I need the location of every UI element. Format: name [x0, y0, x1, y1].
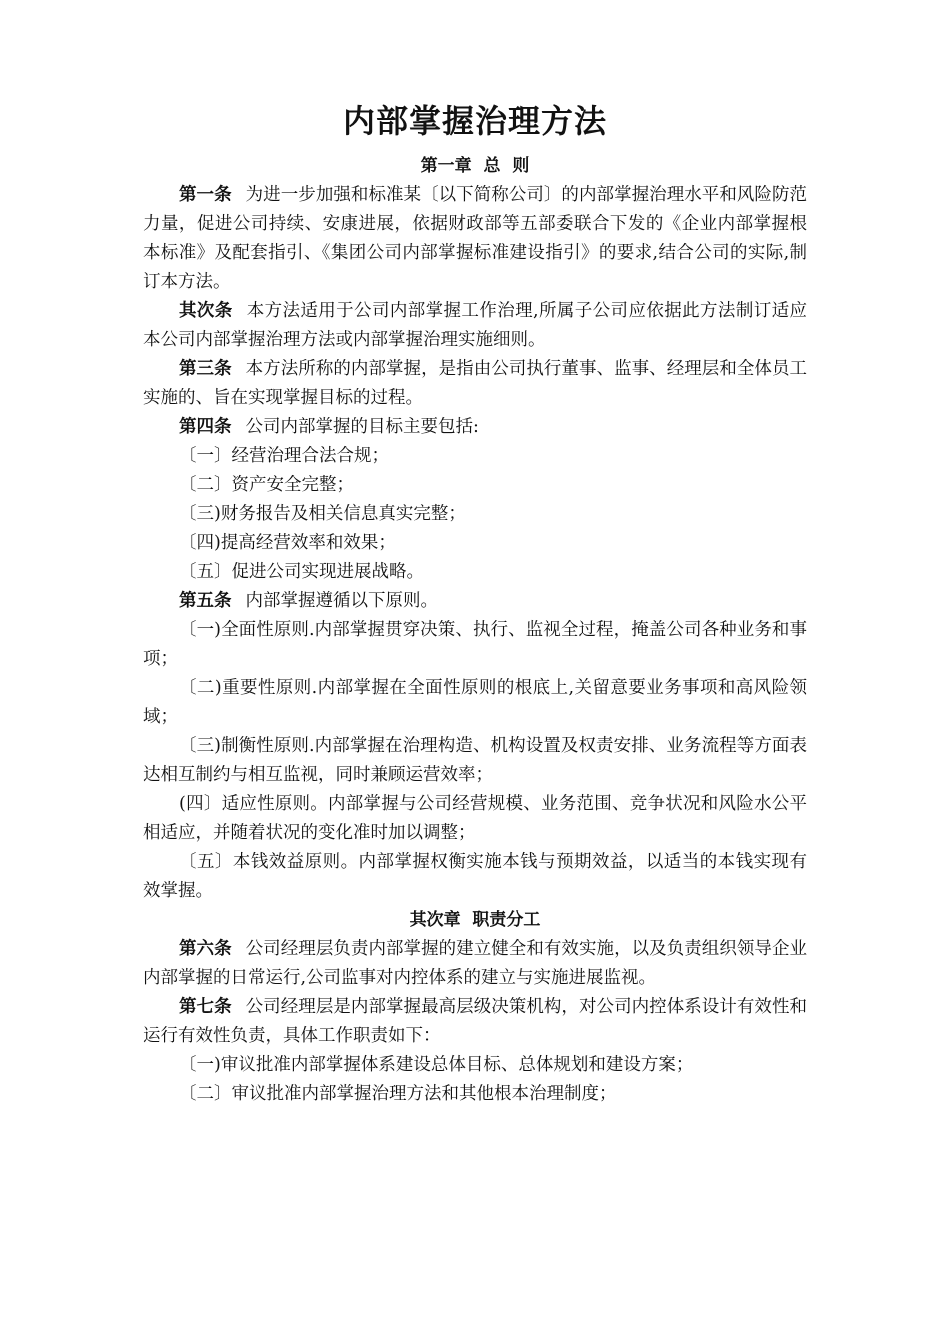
article-text: 公司经理层负责内部掌握的建立健全和有效实施，以及负责组织领导企业内部掌握的日常运行,公司监事对内控体系的建立与实施进展监视。 [143, 939, 808, 988]
article-4 [143, 413, 807, 442]
chapter-2-heading: 其次章 职责分工 [409, 910, 541, 930]
list-item: 〔一)审议批准内部掌握体系建设总体目标、总体规划和建设方案； [179, 1055, 694, 1075]
document-title: 内部掌握治理方法 [342, 102, 607, 140]
list-item: 〔三)财务报告及相关信息真实完整； [179, 504, 466, 524]
article-2 [143, 297, 807, 355]
chapter-1-heading: 第一章 总 则 [420, 156, 530, 176]
article-text: 为进一步加强和标准某〔以下简称公司〕的内部掌握治理水平和风险防范力量，促进公司持续、安康进展，依据财政部等五部委联合下发的《企业内部掌握根本标准》及配套指引、《集团公司内部掌握标准建设指引》的要求,结合公司的实际,制订本方法。 [143, 185, 808, 292]
article-text: 本方法适用于公司内部掌握工作治理,所属子公司应依据此方法制订适应本公司内部掌握治理方法或内部掌握治理实施细则。 [143, 301, 807, 350]
list-item: 〔五〕促进公司实现进展战略。 [179, 562, 424, 582]
article-label: 第四条 [179, 417, 232, 437]
article-label: 第五条 [179, 591, 232, 611]
list-item: 〔二〕资产安全完整； [179, 475, 354, 495]
article-label: 第七条 [179, 997, 232, 1017]
article-6 [143, 935, 807, 993]
list-item: 〔一)全面性原则.内部掌握贯穿决策、执行、监视全过程，掩盖公司各种业务和事项； [143, 620, 807, 669]
article-7 [143, 993, 807, 1051]
article-1 [143, 181, 807, 297]
article-text: 内部掌握遵循以下原则。 [245, 591, 438, 611]
list-item: 〔五〕本钱效益原则。内部掌握权衡实施本钱与预期效益，以适当的本钱实现有效掌握。 [143, 852, 807, 901]
article-label: 第六条 [179, 939, 232, 959]
article-label: 第一条 [179, 185, 232, 205]
list-item: 〔二)重要性原则.内部掌握在全面性原则的根底上,关留意要业务事项和高风险领域； [143, 678, 807, 727]
list-item: 〔四)提高经营效率和效果； [179, 533, 396, 553]
article-text: 公司经理层是内部掌握最高层级决策机构，对公司内控体系设计有效性和运行有效性负责，具体工作职责如下： [143, 997, 808, 1046]
article-label: 第三条 [179, 359, 232, 379]
article-text: 本方法所称的内部掌握，是指由公司执行董事、监事、经理层和全体员工实施的、旨在实现掌握目标的过程。 [143, 359, 808, 408]
list-item: (四〕适应性原则。内部掌握与公司经营规模、业务范围、竞争状况和风险水公平相适应，并随着状况的变化准时加以调整； [143, 794, 807, 843]
article-label: 其次条 [179, 301, 233, 321]
list-item: 〔三)制衡性原则.内部掌握在治理构造、机构设置及权责安排、业务流程等方面表达相互制约与相互监视，同时兼顾运营效率； [143, 736, 807, 785]
article-3 [143, 355, 807, 413]
article-text: 公司内部掌握的目标主要包括: [245, 417, 479, 437]
list-item: 〔一〕经营治理合法合规； [179, 446, 389, 466]
document-page [143, 96, 807, 1109]
list-item: 〔二〕审议批准内部掌握治理方法和其他根本治理制度； [179, 1084, 617, 1104]
article-5 [143, 587, 807, 616]
